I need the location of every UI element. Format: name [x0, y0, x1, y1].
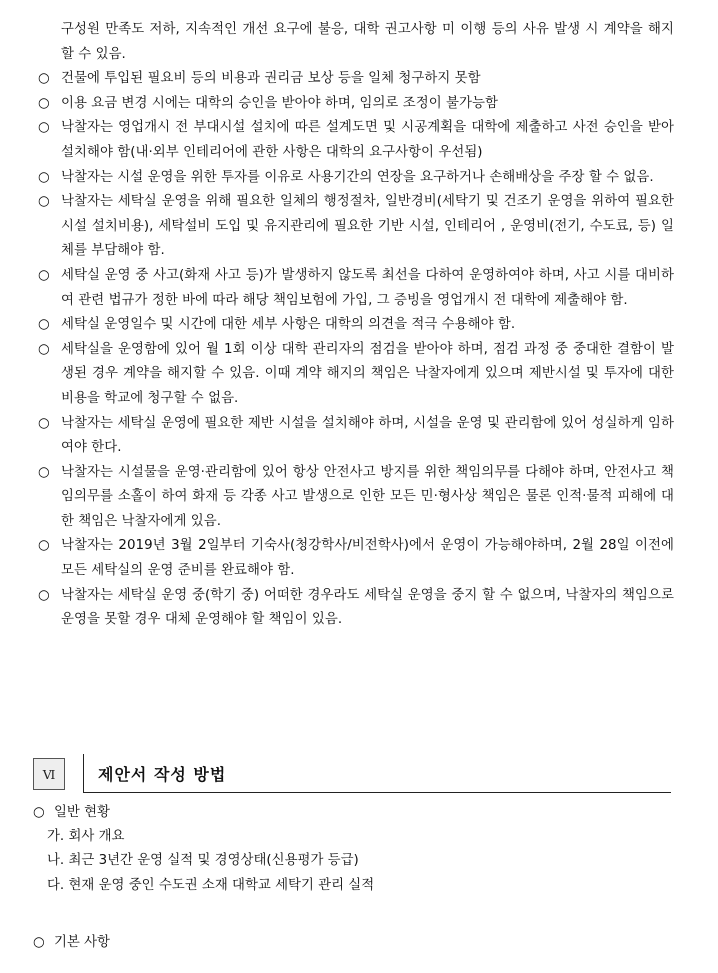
list-item: [38, 116, 674, 165]
header-vertical-divider: [83, 754, 84, 792]
item-text: 세탁실 운영일수 및 시간에 대한 세부 사항은 대학의 의견을 적극 수용해야 함.: [61, 317, 516, 333]
list-item: [38, 166, 674, 191]
bullet-icon: ○: [33, 805, 45, 820]
bullet-icon: ○: [38, 341, 50, 357]
section-title: 제안서 작성 방법: [98, 765, 227, 784]
bullet-icon: ○: [38, 587, 50, 603]
list-item: [38, 67, 674, 92]
bullet-icon: ○: [33, 934, 45, 950]
bullet-icon: ○: [38, 120, 50, 136]
bullet-icon: ○: [38, 169, 50, 185]
header-underline: [83, 792, 671, 793]
list-item: [38, 18, 674, 67]
list-item: [38, 92, 674, 117]
item-text: 낙찰자는 시설 운영을 위한 투자를 이유로 사용기간의 연장을 요구하거나 손해배상을 주장 할 수 없음.: [61, 169, 654, 185]
bullet-icon: ○: [38, 267, 50, 283]
bullet-icon: ○: [38, 95, 50, 111]
item-text: 낙찰자는 세탁실 운영 중(학기 중) 어떠한 경우라도 세탁실 운영을 중지 할 수 없으며, 낙찰자의 책임으로 운영을 못할 경우 대체 운영해야 할 책임이 있음.: [61, 587, 674, 628]
bullet-icon: ○: [38, 317, 50, 333]
item-text: 이용 요금 변경 시에는 대학의 승인을 받아야 하며, 임의로 조정이 불가능함: [61, 95, 498, 111]
section-header: [33, 758, 671, 793]
item-text: 세탁실 운영 중 사고(화재 사고 등)가 발생하지 않도록 최선을 다하여 운영하여야 하며, 사고 시를 대비하여 관련 법규가 정한 바에 따라 해당 책임보험에 가입, 그 증빙을 영업개시 전 대학에 제출해야 함.: [61, 267, 674, 308]
list-item: [38, 338, 674, 412]
list-item: [38, 190, 674, 264]
conditions-list: [38, 18, 674, 633]
item-text: 구성원 만족도 저하, 지속적인 개선 요구에 불응, 대학 권고사항 미 이행 등의 사유 발생 시 계약을 해지 할 수 있음.: [61, 22, 674, 62]
list-item: [38, 313, 674, 338]
bullet-icon: ○: [38, 194, 50, 210]
proposal-method-list: [33, 801, 673, 955]
general-status-label: 일반 현황: [54, 805, 110, 820]
bullet-icon: ○: [38, 538, 50, 554]
list-item: [38, 264, 674, 313]
bullet-icon: ○: [38, 464, 50, 480]
list-item: [38, 534, 674, 583]
list-item: [33, 801, 673, 825]
sub-list-item: 다. 현재 운영 중인 수도권 소재 대학교 세탁기 관리 실적: [47, 877, 375, 893]
bullet-icon: ○: [38, 415, 50, 431]
item-text: 낙찰자는 시설물을 운영·관리함에 있어 항상 안전사고 방지를 위한 책임의무를 다해야 하며, 안전사고 책임의무를 소홀이 하여 화재 등 각종 사고 발생으로 인한 모든 민·형사상 책임은 물론 인적·물적 피해에 대한 책임은 낙찰자에게 있음.: [61, 464, 674, 529]
sub-list-item: 나. 최근 3년간 운영 실적 및 경영상태(신용평가 등급): [47, 853, 359, 869]
list-item: [38, 584, 674, 633]
sub-list-item: 가. 회사 개요: [47, 829, 125, 845]
list-item: [33, 931, 673, 955]
list-item: [38, 412, 674, 461]
item-text: 낙찰자는 세탁실 운영을 위해 필요한 일체의 행정절차, 일반경비(세탁기 및 건조기 운영을 위하여 필요한 시설 설치비용), 세탁설비 도입 및 유지관리에 필요한 기반 시설, 인테리어 , 운영비(전기, 수도료, 등) 일체를 부담해야 함.: [61, 194, 674, 259]
item-text: 낙찰자는 영업개시 전 부대시설 설치에 따른 설계도면 및 시공계획을 대학에 제출하고 사전 승인을 받아 설치해야 함(내·외부 인테리어에 관한 사항은 대학의 요구사항이 우선됨): [61, 120, 674, 160]
item-text: 세탁실을 운영함에 있어 월 1회 이상 대학 관리자의 점검을 받아야 하며, 점검 과정 중 중대한 결함이 발생된 경우 계약을 해지할 수 있음. 이때 계약 해지의 책임은 낙찰자에게 있으며 제반시설 및 투자에 대한 비용을 학교에 청구할 수 없음.: [61, 341, 674, 406]
bullet-icon: ○: [38, 71, 50, 87]
item-text: 낙찰자는 세탁실 운영에 필요한 제반 시설을 설치해야 하며, 시설을 운영 및 관리함에 있어 성실하게 임하여야 한다.: [61, 415, 674, 456]
basic-items-label: 기본 사항: [54, 934, 110, 950]
item-text: 낙찰자는 2019년 3월 2일부터 기숙사(청강학사/비전학사)에서 운영이 가능해야하며, 2월 28일 이전에 모든 세탁실의 운영 준비를 완료해야 함.: [61, 538, 674, 579]
item-text: 건물에 투입된 필요비 등의 비용과 권리금 보상 등을 일체 청구하지 못함: [61, 71, 481, 87]
list-item: [38, 461, 674, 535]
section-number-badge: Ⅵ: [33, 758, 65, 790]
spacer: [33, 898, 673, 931]
